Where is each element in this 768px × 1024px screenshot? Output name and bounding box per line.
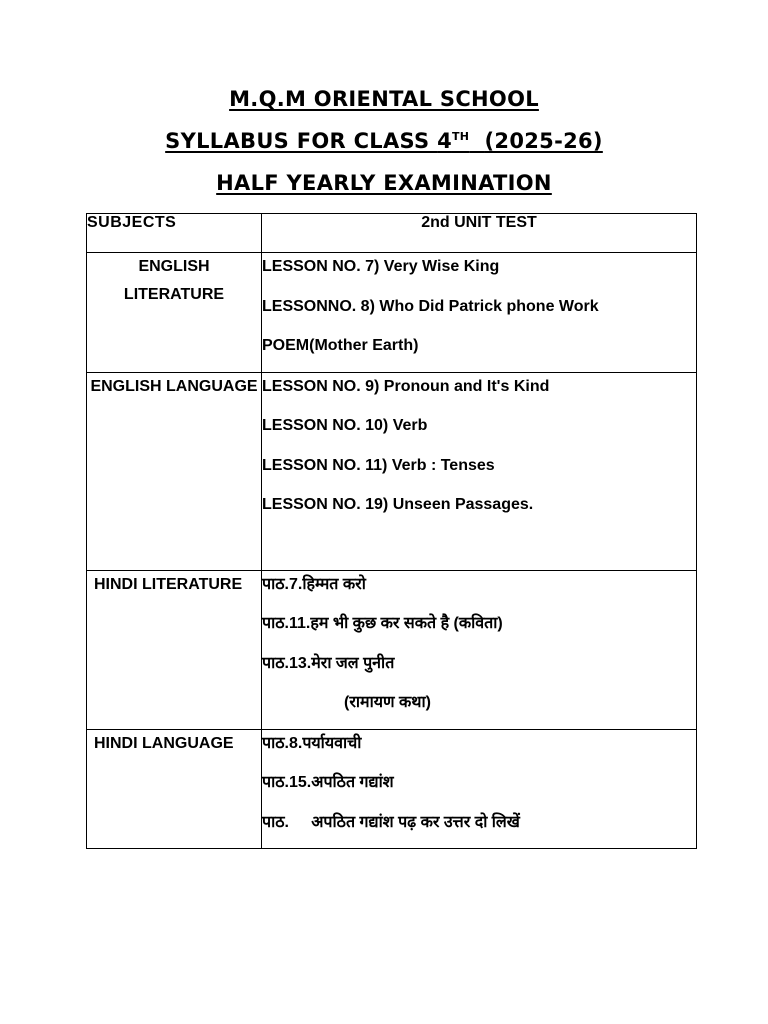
lessons-cell [262, 729, 697, 849]
lesson-line: पाठ.15.अपठित गद्यांश [262, 774, 394, 791]
syllabus-title [0, 129, 768, 153]
lesson-line: पाठ.7.हिम्मत करो [262, 575, 366, 593]
table-row [87, 372, 697, 570]
class-superscript: TH [451, 130, 470, 143]
lesson-line: पाठ. अपठित गद्यांश पढ़ कर उत्तर दो लिखें [262, 813, 520, 831]
lesson-line: LESSON NO. 7) Very Wise King [262, 258, 500, 275]
lesson-line: LESSON NO. 19) Unseen Passages. [262, 496, 534, 513]
subject-cell: HINDI LITERATURE [87, 570, 262, 729]
exam-title: HALF YEARLY EXAMINATION [216, 171, 552, 195]
lesson-line: पाठ.8.पर्यायवाची [262, 734, 362, 752]
subject-cell: ENGLISH LITERATURE [87, 253, 262, 373]
lesson-line: पाठ.13.मेरा जल पुनीत [262, 654, 395, 672]
lesson-line: LESSONNO. 8) Who Did Patrick phone Work [262, 297, 599, 315]
lesson-line: पाठ.11.हम भी कुछ कर सकते है (कविता) [262, 615, 503, 632]
table-row [87, 570, 697, 729]
lesson-line: POEM(Mother Earth) [262, 337, 419, 354]
unit-test-header: 2nd UNIT TEST [262, 214, 697, 253]
class-number: 4 [437, 129, 452, 153]
lesson-line: (रामायण कथा) [344, 694, 432, 711]
lesson-line: LESSON NO. 10) Verb [262, 417, 428, 434]
school-title: M.Q.M ORIENTAL SCHOOL [229, 87, 539, 111]
lessons-cell [262, 570, 697, 729]
subjects-header: SUBJECTS [87, 214, 262, 253]
syllabus-table [86, 213, 697, 849]
table-row [87, 253, 697, 373]
table-row [87, 729, 697, 849]
lesson-line: LESSON NO. 9) Pronoun and It's Kind [262, 377, 550, 395]
session: (2025-26) [484, 129, 603, 153]
syllabus-prefix: SYLLABUS FOR CLASS [165, 129, 438, 153]
lesson-line: LESSON NO. 11) Verb : Tenses [262, 456, 495, 474]
lessons-cell [262, 372, 697, 570]
table-header-row [87, 214, 697, 253]
lessons-cell [262, 253, 697, 373]
subject-cell: ENGLISH LANGUAGE [87, 372, 262, 570]
subject-cell: HINDI LANGUAGE [87, 729, 262, 849]
